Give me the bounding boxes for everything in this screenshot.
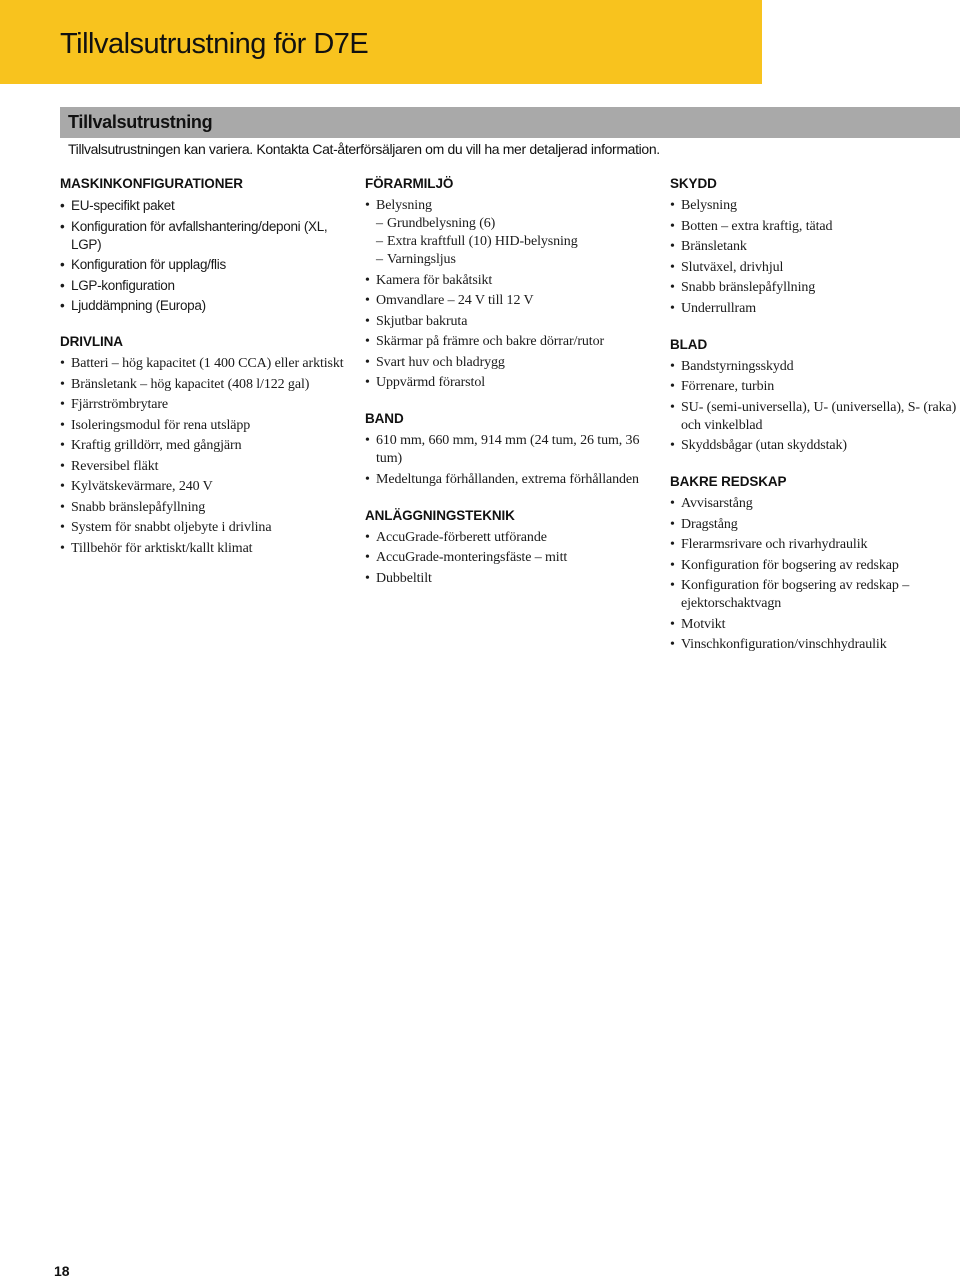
group-title: BAKRE REDSKAP — [670, 474, 787, 489]
list-item: • EU-specifikt paket — [60, 197, 350, 215]
list-item-label: Belysning — [376, 198, 432, 213]
group-maskinkonfigurationer — [60, 175, 350, 315]
group-forarmiljo — [365, 175, 655, 392]
group-title: ANLÄGGNINGSTEKNIK — [365, 507, 515, 523]
list-item: • Bandstyrningsskydd — [670, 358, 960, 376]
list-item: • Konfiguration för bogsering av redskap – ejektorschaktvagn — [670, 577, 960, 613]
item-list — [365, 197, 655, 392]
column-3 — [670, 175, 960, 672]
item-list — [670, 358, 960, 456]
item-list — [365, 529, 655, 588]
page-number: 18 — [54, 1263, 70, 1279]
sub-list — [376, 215, 655, 269]
list-item: • Konfiguration för avfallshantering/deponi (XL, LGP) — [60, 218, 350, 254]
list-item: • Reversibel fläkt — [60, 458, 350, 476]
list-item: • Vinschkonfiguration/vinschhydraulik — [670, 636, 960, 654]
list-item: • Bränsletank — [670, 238, 960, 256]
list-item: • Förrenare, turbin — [670, 378, 960, 396]
list-item: • Kamera för bakåtsikt — [365, 272, 655, 290]
column-1 — [60, 175, 350, 576]
list-item: • Omvandlare – 24 V till 12 V — [365, 292, 655, 310]
list-item: • Avvisarstång — [670, 495, 960, 513]
list-item: • Medeltunga förhållanden, extrema förhållanden — [365, 471, 655, 489]
list-item: • Batteri – hög kapacitet (1 400 CCA) eller arktiskt — [60, 355, 350, 373]
page-title: Tillvalsutrustning för D7E — [60, 28, 369, 60]
list-item: • Belysning — [670, 197, 960, 215]
list-item: • Ljuddämpning (Europa) — [60, 297, 350, 315]
list-item: • Isoleringsmodul för rena utsläpp — [60, 417, 350, 435]
sub-item: – Extra kraftfull (10) HID-belysning — [376, 233, 655, 251]
list-item: • Kylvätskevärmare, 240 V — [60, 478, 350, 496]
list-item: • System för snabbt oljebyte i drivlina — [60, 519, 350, 537]
group-title: BLAD — [670, 336, 708, 352]
list-item: • Svart huv och bladrygg — [365, 354, 655, 372]
list-item: • Dubbeltilt — [365, 570, 655, 588]
group-anlaggningsteknik — [365, 507, 655, 588]
list-item: • Snabb bränslepåfyllning — [60, 499, 350, 517]
list-item: • Underrullram — [670, 300, 960, 318]
sub-item: – Varningsljus — [376, 251, 655, 269]
list-item: • SU- (semi-universella), U- (universella), S- (raka) och vinkelblad — [670, 399, 960, 435]
group-skydd — [670, 175, 960, 318]
item-list — [365, 432, 655, 489]
list-item: • Uppvärmd förarstol — [365, 374, 655, 392]
intro-text: Tillvalsutrustningen kan variera. Kontakta Cat-återförsäljaren om du vill ha mer detaljerad information. — [68, 141, 660, 157]
group-title: DRIVLINA — [60, 334, 123, 349]
list-item: • Dragstång — [670, 516, 960, 534]
list-item: • Skyddsbågar (utan skyddstak) — [670, 437, 960, 455]
list-item: • Fjärrströmbrytare — [60, 396, 350, 414]
list-item: • Tillbehör för arktiskt/kallt klimat — [60, 540, 350, 558]
group-drivlina — [60, 333, 350, 558]
list-item: • Snabb bränslepåfyllning — [670, 279, 960, 297]
sub-item: – Grundbelysning (6) — [376, 215, 655, 233]
list-item: • Flerarmsrivare och rivarhydraulik — [670, 536, 960, 554]
group-title: MASKINKONFIGURATIONER — [60, 176, 243, 191]
list-item: • 610 mm, 660 mm, 914 mm (24 tum, 26 tum, 36 tum) — [365, 432, 655, 468]
item-list — [60, 355, 350, 558]
item-list — [670, 197, 960, 318]
list-item: • Slutväxel, drivhjul — [670, 259, 960, 277]
item-list — [60, 197, 350, 315]
group-band — [365, 410, 655, 489]
list-item: • Skjutbar bakruta — [365, 313, 655, 331]
list-item: • Kraftig grilldörr, med gångjärn — [60, 437, 350, 455]
list-item: • Skärmar på främre och bakre dörrar/rutor — [365, 333, 655, 351]
group-bakre-redskap — [670, 473, 960, 654]
list-item: • AccuGrade-förberett utförande — [365, 529, 655, 547]
list-item: • Botten – extra kraftig, tätad — [670, 218, 960, 236]
list-item: • AccuGrade-monteringsfäste – mitt — [365, 549, 655, 567]
column-2 — [365, 175, 655, 606]
group-title: FÖRARMILJÖ — [365, 176, 454, 191]
list-item: • Konfiguration för upplag/flis — [60, 256, 350, 274]
list-item — [365, 197, 655, 269]
list-item: • Bränsletank – hög kapacitet (408 l/122 gal) — [60, 376, 350, 394]
item-list — [670, 495, 960, 654]
list-item: • Konfiguration för bogsering av redskap — [670, 557, 960, 575]
group-title: SKYDD — [670, 176, 717, 191]
list-item: • LGP-konfiguration — [60, 277, 350, 295]
group-title: BAND — [365, 411, 404, 426]
list-item: • Motvikt — [670, 616, 960, 634]
group-blad — [670, 336, 960, 456]
section-title: Tillvalsutrustning — [68, 112, 213, 132]
